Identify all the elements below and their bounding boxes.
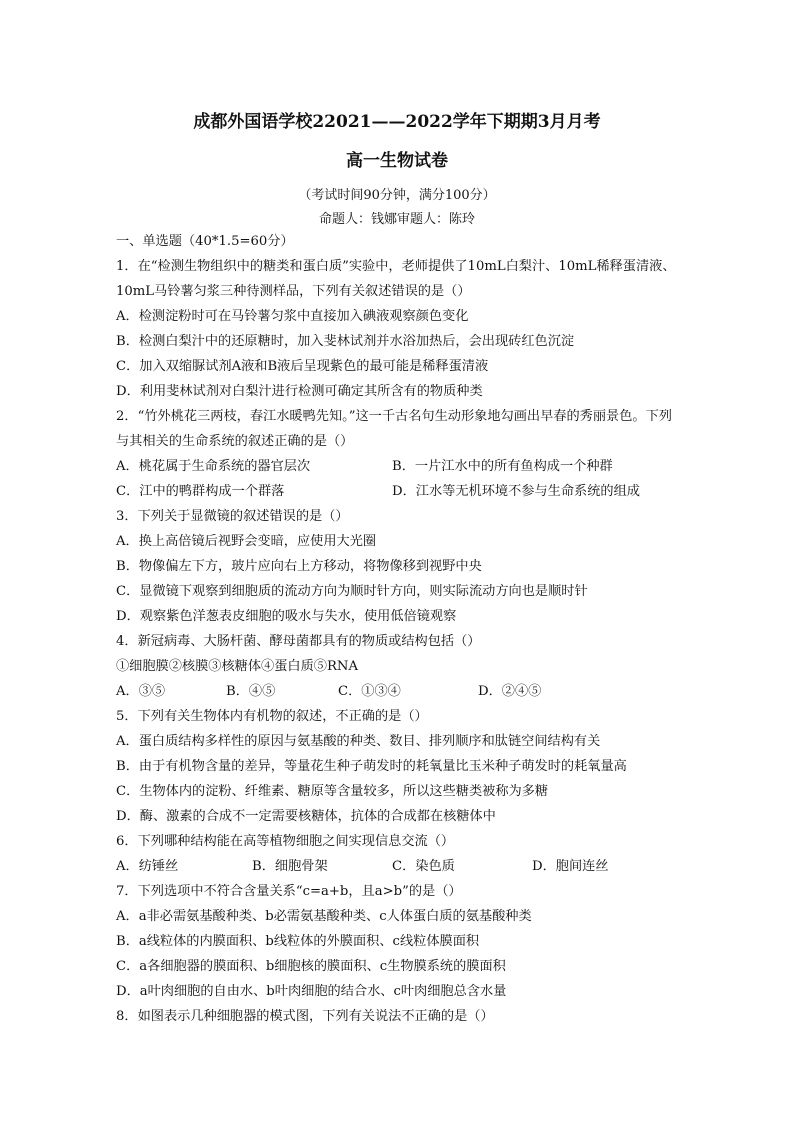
question-3-option-d: D．观察紫色洋葱表皮细胞的吸水与失水，使用低倍镜观察 bbox=[116, 609, 457, 624]
question-1-stem-line-2: 10mL马铃薯匀浆三种待测样品，下列有关叙述错误的是（） bbox=[116, 284, 471, 299]
question-2-stem-line-2: 与其相关的生命系统的叙述正确的是（） bbox=[116, 434, 354, 449]
question-3-stem: 3．下列关于显微镜的叙述错误的是（） bbox=[116, 509, 349, 524]
question-2-option-c: C．江中的鸭群构成一个群落 bbox=[116, 484, 285, 499]
exam-subtitle: 高一生物试卷 bbox=[346, 151, 448, 171]
question-4-option-b: B．④⑤ bbox=[226, 684, 276, 699]
question-6-stem: 6．下列哪种结构能在高等植物细胞之间实现信息交流（） bbox=[116, 834, 455, 849]
question-6-option-a: A．纺锤丝 bbox=[116, 859, 179, 874]
question-1-option-d: D．利用斐林试剂对白梨汁进行检测可确定其所含有的物质种类 bbox=[116, 384, 483, 399]
question-7-option-d: D．a叶肉细胞的自由水、b叶肉细胞的结合水、c叶肉细胞总含水量 bbox=[116, 984, 507, 999]
question-5-stem: 5．下列有关生物体内有机物的叙述，不正确的是（） bbox=[116, 709, 428, 724]
exam-authors: 命题人：钱娜审题人：陈玲 bbox=[318, 212, 475, 227]
question-4-option-a: A．③⑤ bbox=[116, 684, 166, 699]
question-7-option-b: B．a线粒体的内膜面积、b线粒体的外膜面积、c线粒体膜面积 bbox=[116, 934, 480, 949]
question-5-option-b: B．由于有机物含量的差异，等量花生种子萌发时的耗氧量比玉米种子萌发时的耗氧量高 bbox=[116, 759, 627, 774]
question-7-stem: 7．下列选项中不符合含量关系“c=a+b，且a>b”的是（） bbox=[116, 884, 462, 899]
question-1-option-c: C．加入双缩脲试剂A液和B液后呈现紫色的最可能是稀释蛋清液 bbox=[116, 359, 489, 374]
question-5-option-d: D．酶、激素的合成不一定需要核糖体，抗体的合成都在核糖体中 bbox=[116, 809, 496, 824]
question-1-stem-line-1: 1．在“检测生物组织中的糖类和蛋白质”实验中，老师提供了10mL白梨汁、10mL稀释蛋清液、 bbox=[116, 259, 676, 274]
question-4-option-c: C．①③④ bbox=[338, 684, 401, 699]
question-8-stem: 8．如图表示几种细胞器的模式图，下列有关说法不正确的是（） bbox=[116, 1009, 494, 1024]
question-2-option-d: D．江水等无机环境不参与生命系统的组成 bbox=[392, 484, 640, 499]
question-1-option-b: B．检测白梨汁中的还原糖时，加入斐林试剂并水浴加热后，会出现砖红色沉淀 bbox=[116, 334, 575, 349]
question-7-option-c: C．a各细胞器的膜面积、b细胞核的膜面积、c生物膜系统的膜面积 bbox=[116, 959, 506, 974]
question-2-option-a: A．桃花属于生命系统的器官层次 bbox=[116, 459, 311, 474]
question-2-option-b: B．一片江水中的所有鱼构成一个种群 bbox=[392, 459, 613, 474]
question-3-option-a: A．换上高倍镜后视野会变暗，应使用大光圈 bbox=[116, 534, 377, 549]
question-6-option-c: C．染色质 bbox=[392, 859, 455, 874]
question-3-option-c: C．显微镜下观察到细胞质的流动方向为顺时针方向，则实际流动方向也是顺时针 bbox=[116, 584, 588, 599]
exam-info: （考试时间90分钟，满分100分） bbox=[298, 188, 496, 203]
question-6-option-d: D．胞间连丝 bbox=[532, 859, 609, 874]
section-heading: 一、单选题（40*1.5=60分） bbox=[116, 234, 294, 249]
question-4-option-d: D．②④⑤ bbox=[478, 684, 542, 699]
question-4-stem-line-2: ①细胞膜②核膜③核糖体④蛋白质⑤RNA bbox=[116, 659, 358, 674]
exam-title: 成都外国语学校22021——2022学年下期期3月月考 bbox=[193, 112, 601, 132]
question-4-stem-line-1: 4．新冠病毒、大肠杆菌、酵母菌都具有的物质或结构包括（） bbox=[116, 634, 481, 649]
question-5-option-a: A．蛋白质结构多样性的原因与氨基酸的种类、数目、排列顺序和肽链空间结构有关 bbox=[116, 734, 601, 749]
question-6-option-b: B．细胞骨架 bbox=[252, 859, 328, 874]
question-7-option-a: A．a非必需氨基酸种类、b必需氨基酸种类、c人体蛋白质的氨基酸种类 bbox=[116, 909, 532, 924]
question-1-option-a: A．检测淀粉时可在马铃薯匀浆中直接加入碘液观察颜色变化 bbox=[116, 309, 469, 324]
question-5-option-c: C．生物体内的淀粉、纤维素、糖原等含量较多，所以这些糖类被称为多糖 bbox=[116, 784, 549, 799]
question-3-option-b: B．物像偏左下方，玻片应向右上方移动，将物像移到视野中央 bbox=[116, 559, 482, 574]
question-2-stem-line-1: 2．“竹外桃花三两枝，春江水暖鸭先知。”这一千古名句生动形象地勾画出早春的秀丽景色。下列 bbox=[116, 409, 672, 424]
